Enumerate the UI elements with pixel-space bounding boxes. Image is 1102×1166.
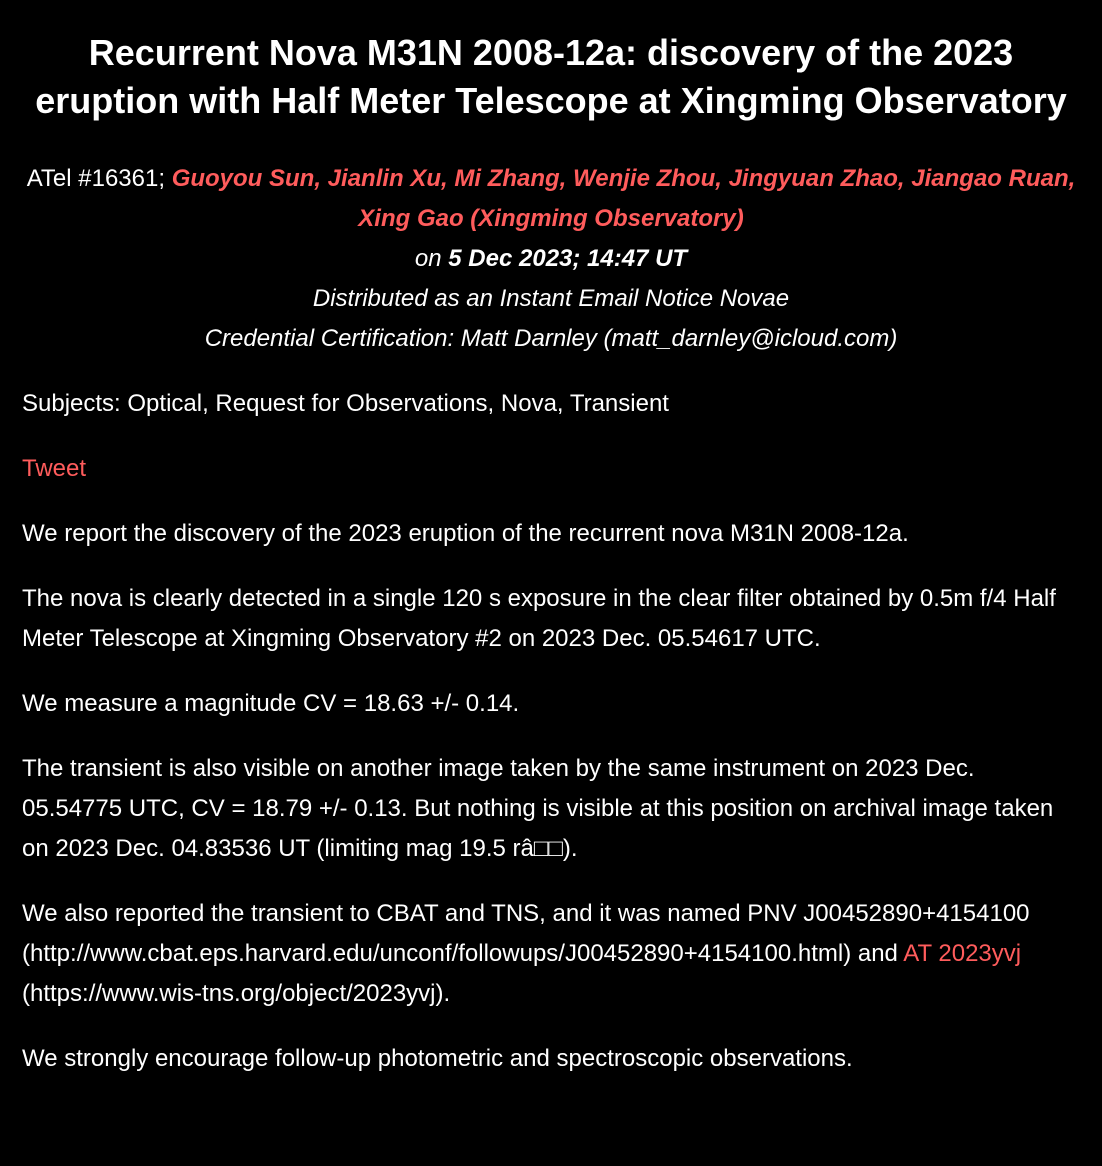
paragraph-confirmation: The transient is also visible on another image taken by the same instrument on 2023 Dec. 05.54775 UTC, CV = 18.79 +/- 0.13. But nothing is visible at this position on archival image taken on 2023 Dec. 04.83536 UT (limiting mag 19.5 râ□□). (22, 755, 1054, 862)
post-date: 5 Dec 2023; 14:47 UT (448, 245, 688, 272)
byline-date-line (22, 239, 1080, 279)
credential-note: Credential Certification: Matt Darnley (matt_darnley@icloud.com) (204, 325, 898, 352)
on-word: on (414, 245, 449, 272)
tweet-link[interactable]: Tweet (22, 455, 87, 482)
paragraph-discovery: We report the discovery of the 2023 eruption of the recurrent nova M31N 2008-12a. (22, 520, 909, 547)
atel-number: ATel #16361; (26, 165, 172, 192)
byline-authors-line (22, 159, 1080, 239)
paragraph-detection: The nova is clearly detected in a single 120 s exposure in the clear filter obtained by 0.5m f/4 Half Meter Telescope at Xingming Observatory #2 on 2023 Dec. 05.54617 UTC. (22, 585, 1056, 652)
paragraph-magnitude: We measure a magnitude CV = 18.63 +/- 0.14. (22, 690, 520, 717)
reporting-text-b: (https://www.wis-tns.org/object/2023yvj). (22, 980, 451, 1007)
authors-link[interactable]: Guoyou Sun, Jianlin Xu, Mi Zhang, Wenjie Zhou, Jingyuan Zhao, Jiangao Ruan, Xing Gao (Xingming Observatory) (171, 165, 1076, 232)
distribution-note: Distributed as an Instant Email Notice Novae (312, 285, 790, 312)
at-2023yvj-link[interactable]: AT 2023yvj (903, 940, 1022, 967)
reporting-text-a: We also reported the transient to CBAT and TNS, and it was named PNV J00452890+4154100 (http://www.cbat.eps.harvard.edu/unconf/followups/J00452890+4154100.html) and (22, 900, 1030, 967)
page-title: Recurrent Nova M31N 2008-12a: discovery of the 2023 eruption with Half Meter Telescope at Xingming Observatory (35, 32, 1067, 121)
paragraph-encourage: We strongly encourage follow-up photometric and spectroscopic observations. (22, 1045, 853, 1072)
subjects: Subjects: Optical, Request for Observations, Nova, Transient (22, 390, 669, 417)
byline (22, 159, 1080, 359)
paragraph-reporting (22, 894, 1080, 1014)
